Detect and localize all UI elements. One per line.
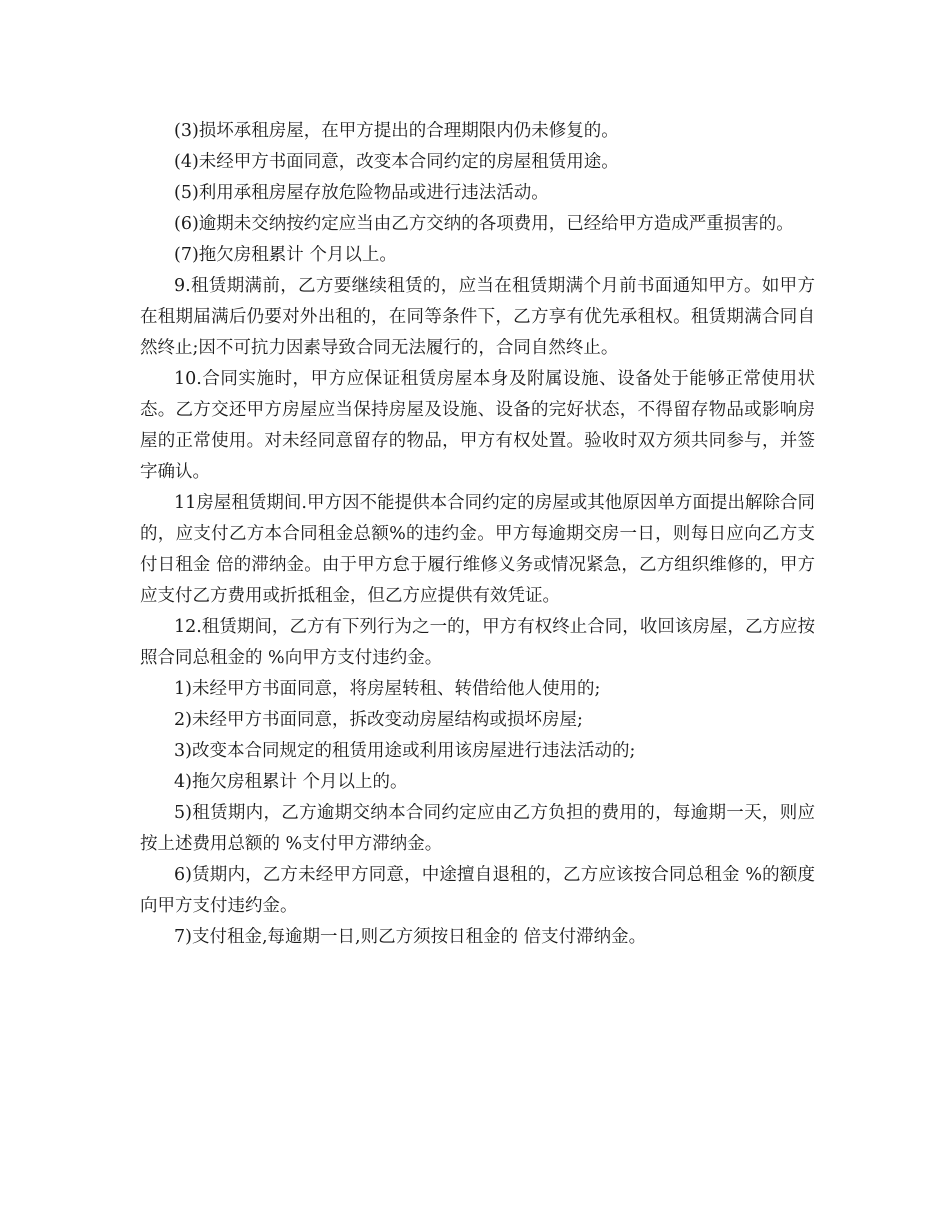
article-11: 11房屋租赁期间.甲方因不能提供本合同约定的房屋或其他原因单方面提出解除合同的，应支付乙方本合同租金总额%的违约金。甲方每逾期交房一日，则每日应向乙方支付日租金 倍的滞纳金。由于甲方怠于履行维修义务或情况紧急，乙方组织维修的，甲方应支付乙方费用或折抵租金，但乙方应提供有效凭证。 bbox=[140, 493, 815, 606]
document-body bbox=[140, 116, 815, 953]
article-12-item-4: 4)拖欠房租累计 个月以上的。 bbox=[174, 772, 408, 792]
article-9: 9.租赁期满前，乙方要继续租赁的，应当在租赁期满个月前书面通知甲方。如甲方在租期届满后仍要对外出租的，在同等条件下，乙方享有优先承租权。租赁期满合同自然终止;因不可抗力因素导致合同无法履行的，合同自然终止。 bbox=[140, 276, 815, 358]
clause-7: (7)拖欠房租累计 个月以上。 bbox=[174, 245, 397, 265]
clause-5: (5)利用承租房屋存放危险物品或进行违法活动。 bbox=[174, 183, 549, 203]
article-12-item-2: 2)未经甲方书面同意，拆改变动房屋结构或损坏房屋; bbox=[174, 710, 583, 730]
article-12-item-6: 6)赁期内，乙方未经甲方同意，中途擅自退租的，乙方应该按合同总租金 %的额度向甲方支付违约金。 bbox=[140, 865, 815, 916]
article-10: 10.合同实施时，甲方应保证租赁房屋本身及附属设施、设备处于能够正常使用状态。乙方交还甲方房屋应当保持房屋及设施、设备的完好状态，不得留存物品或影响房屋的正常使用。对未经同意留存的物品，甲方有权处置。验收时双方须共同参与，并签字确认。 bbox=[140, 369, 815, 482]
clause-4: (4)未经甲方书面同意，改变本合同约定的房屋租赁用途。 bbox=[174, 152, 619, 172]
article-12-item-3: 3)改变本合同规定的租赁用途或利用该房屋进行违法活动的; bbox=[174, 741, 636, 761]
clause-6: (6)逾期未交纳按约定应当由乙方交纳的各项费用，已经给甲方造成严重损害的。 bbox=[174, 214, 794, 234]
article-12-item-5: 5)租赁期内，乙方逾期交纳本合同约定应由乙方负担的费用的，每逾期一天，则应按上述费用总额的 %支付甲方滞纳金。 bbox=[140, 803, 815, 854]
article-12: 12.租赁期间，乙方有下列行为之一的，甲方有权终止合同，收回该房屋，乙方应按照合同总租金的 %向甲方支付违约金。 bbox=[140, 617, 815, 668]
clause-3: (3)损坏承租房屋，在甲方提出的合理期限内仍未修复的。 bbox=[174, 121, 619, 141]
article-12-item-1: 1)未经甲方书面同意，将房屋转租、转借给他人使用的; bbox=[174, 679, 601, 699]
article-12-item-7: 7)支付租金,每逾期一日,则乙方须按日租金的 倍支付滞纳金。 bbox=[174, 927, 647, 947]
